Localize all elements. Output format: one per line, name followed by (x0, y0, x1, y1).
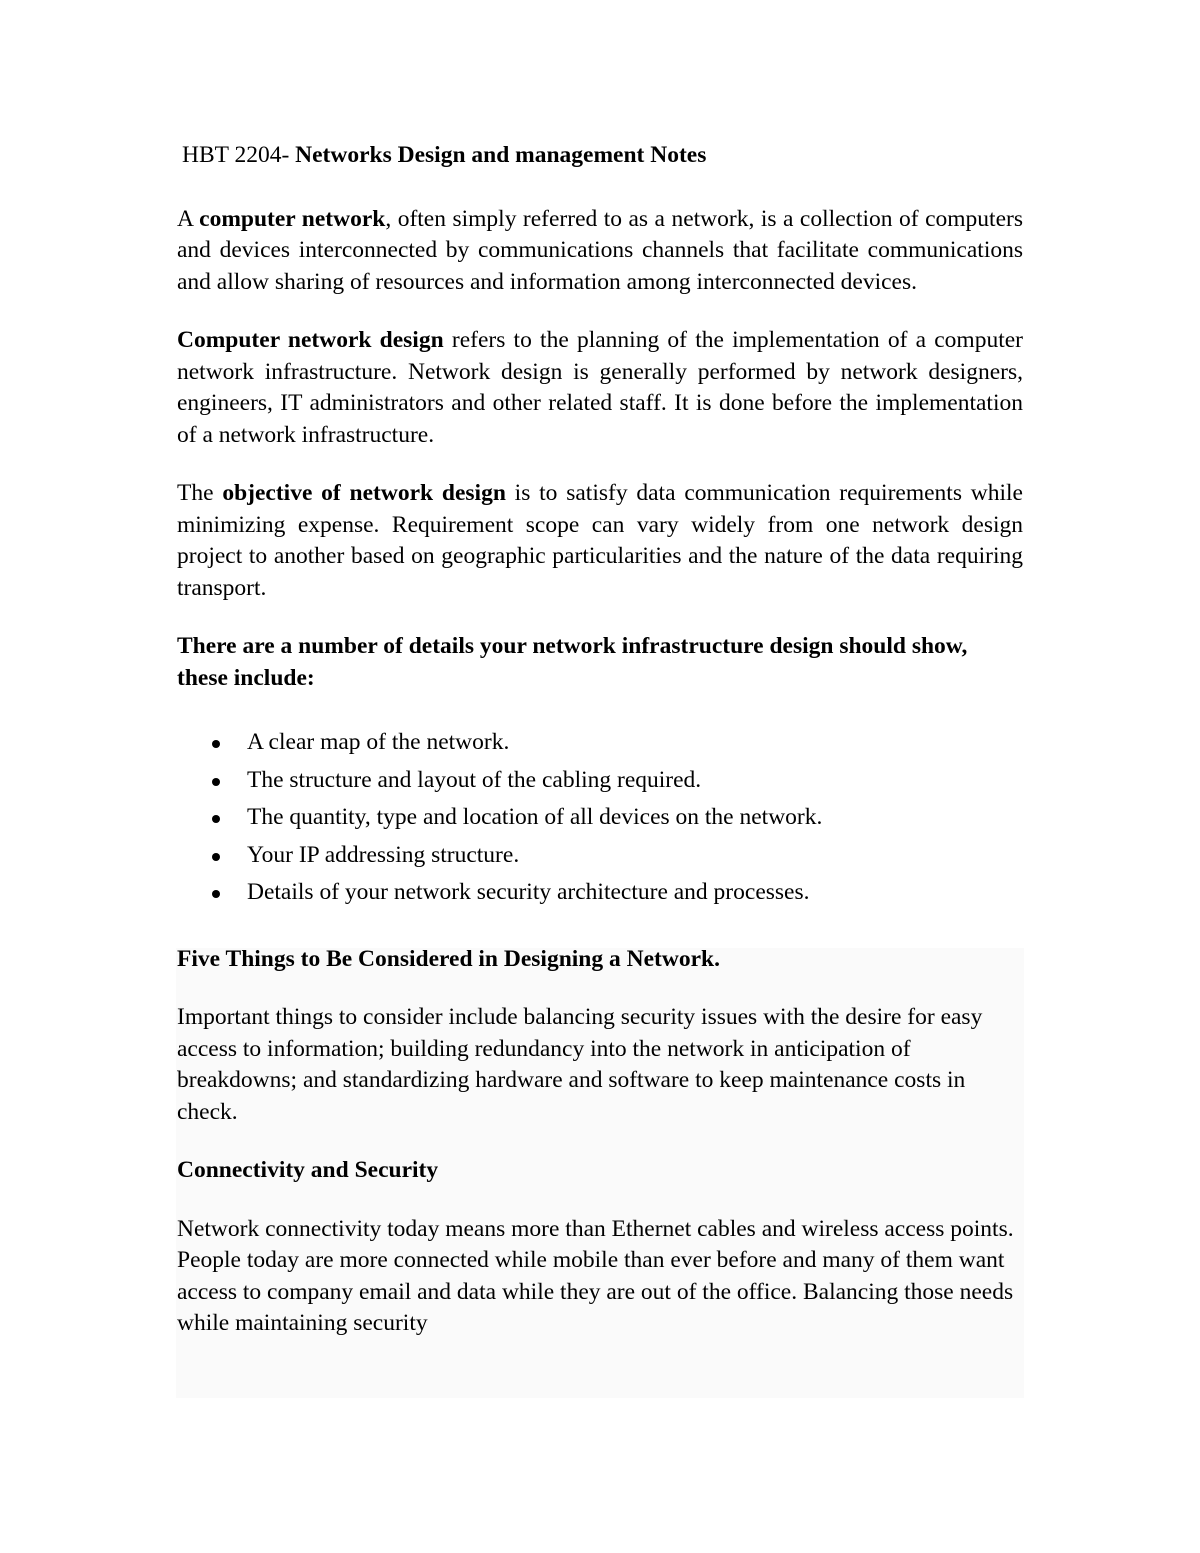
para3-text: is to satisfy data communication requirements while minimizing expense. Requirement scope can vary widely from one network design project to another based on geographic particularities and the nature of the data requiring transport. (177, 480, 1023, 601)
list-item (177, 762, 1023, 800)
paragraph-network-design (177, 325, 1023, 451)
title-text: Networks Design and management Notes (295, 142, 707, 168)
bullet-icon (212, 778, 220, 786)
para1-prefix: A (177, 205, 200, 232)
list-item-text: Details of your network security architecture and processes. (247, 879, 810, 905)
term-computer-network: computer network (199, 205, 386, 232)
paragraph-computer-network (177, 204, 1023, 299)
five-things-paragraph: Important things to consider include balancing security issues with the desire for easy access to information; building redundancy into the network in anticipation of breakdowns; and standardizing hardware and software to keep maintenance costs in check. (177, 1004, 983, 1125)
para3-prefix: The (177, 480, 223, 506)
para2-text: refers to the planning of the implementation of a computer network infrastructure. Network design is generally performed by network designers, engineers, IT administrators and other related staff. It is done before the implementation of a network infrastructure. (177, 327, 1023, 448)
paragraph-design-objective (177, 478, 1023, 604)
list-item-text: The structure and layout of the cabling required. (247, 766, 702, 793)
document-body (177, 140, 1023, 1367)
term-design-objective: objective of network design (222, 480, 506, 506)
list-item-text: A clear map of the network. (247, 729, 510, 755)
list-item (177, 724, 1023, 762)
list-item (177, 837, 1023, 875)
five-things-heading: Five Things to Be Considered in Designing a Network. (177, 945, 720, 972)
bullet-icon (212, 853, 220, 861)
document-title (182, 140, 1023, 172)
list-item (177, 799, 1023, 837)
list-item (177, 874, 1023, 912)
bullet-icon (212, 740, 220, 748)
connectivity-paragraph: Network connectivity today means more than Ethernet cables and wireless access points. People today are more connected while mobile than ever before and many of them want access to company email and data while they are out of the office. Balancing those needs while maintaining security (177, 1215, 1014, 1336)
list-item-text: Your IP addressing structure. (247, 841, 520, 868)
details-list (177, 724, 1023, 912)
para1-text: , often simply referred to as a network, is a collection of computers and devices interconnected by communications channels that facilitate communications and allow sharing of resources and information among interconnected devices. (177, 205, 1023, 295)
term-network-design: Computer network design (177, 327, 444, 353)
bullet-icon (212, 815, 220, 823)
connectivity-heading: Connectivity and Security (177, 1157, 439, 1183)
course-code: HBT 2204- (182, 142, 290, 168)
details-heading: There are a number of details your network infrastructure design should show, these include: (177, 633, 968, 691)
bullet-icon (212, 890, 220, 898)
list-item-text: The quantity, type and location of all devices on the network. (247, 804, 823, 830)
